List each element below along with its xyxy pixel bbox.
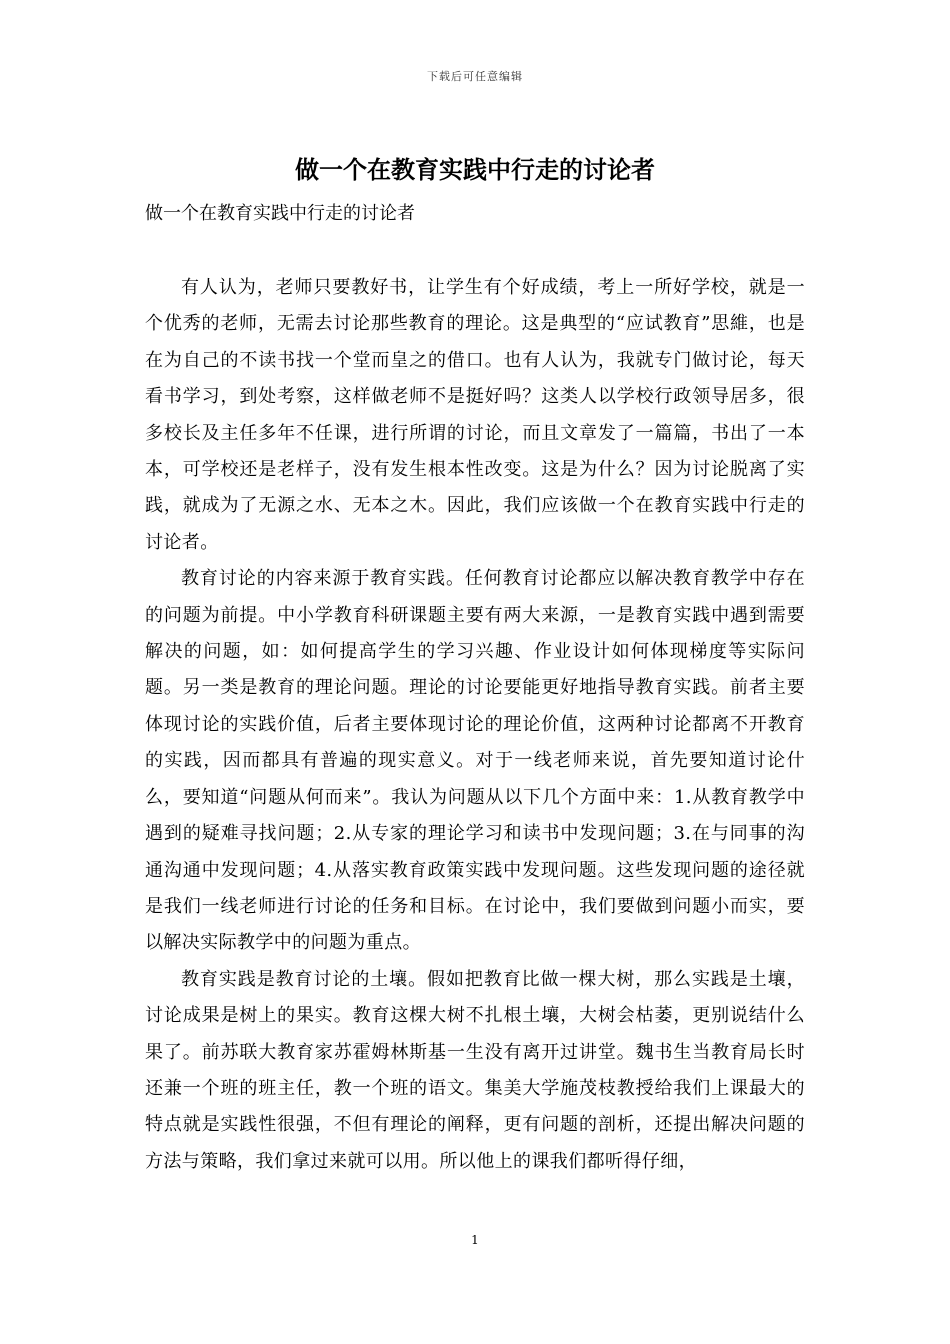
body-paragraph: 有人认为，老师只要教好书，让学生有个好成绩，考上一所好学校，就是一个优秀的老师，无需去讨论那些教育的理论。这是典型的“应试教育”思維，也是在为自己的不读书找一个堂而皇之的借口。也有人认为，我就专门做讨论，每天看书学习，到处考察，这样做老师不是挺好吗？这类人以学校行政领导居多，很多校长及主任多年不任课，进行所谓的讨论，而且文章发了一篇篇，书出了一本本，可学校还是老样子，没有发生根本性改变。这是为什么？因为讨论脱离了实践，就成为了无源之水、无本之木。因此，我们应该做一个在教育实践中行走的讨论者。: [145, 277, 805, 553]
document-subtitle: 做一个在教育实践中行走的讨论者: [145, 203, 415, 224]
page-number: 1: [471, 1233, 479, 1247]
body-paragraph: 教育讨论的内容来源于教育实践。任何教育讨论都应以解决教育教学中存在的问题为前提。中小学教育科研课题主要有两大来源，一是教育实践中遇到需要解决的问题，如：如何提高学生的学习兴趣、作业设计如何体现梯度等实际问题。另一类是教育的理论问题。理论的讨论要能更好地指导教育实践。前者主要体现讨论的实践价值，后者主要体现讨论的理论价值，这两种讨论都离不开教育的实践，因而都具有普遍的现实意义。对于一线老师来说，首先要知道讨论什么，要知道“问题从何而来”。我认为问题从以下几个方面中来：1.从教育教学中遇到的疑难寻找问题；2.从专家的理论学习和读书中发现问题；3.在与同事的沟通沟通中发现问题；4.从落实教育政策实践中发现问题。这些发现问题的途径就是我们一线老师进行讨论的任务和目标。在讨论中，我们要做到问题小而实，要以解决实际教学中的问题为重点。: [145, 568, 805, 954]
document-body: [145, 270, 805, 1180]
body-paragraph: 教育实践是教育讨论的土壤。假如把教育比做一棵大树，那么实践是土壤，讨论成果是树上的果实。教育这棵大树不扎根土壤，大树会枯萎，更别说结什么果了。前苏联大教育家苏霍姆林斯基一生没有离开过讲堂。魏书生当教育局长时还兼一个班的班主任，教一个班的语文。集美大学施茂枝教授给我们上课最大的特点就是实践性很强，不但有理论的阐释，更有问题的剖析，还提出解决问题的方法与策略，我们拿过来就可以用。所以他上的课我们都听得仔细，: [145, 968, 805, 1172]
document-title: 做一个在教育实践中行走的讨论者: [295, 155, 655, 184]
header-note: 下载后可任意编辑: [427, 70, 523, 83]
